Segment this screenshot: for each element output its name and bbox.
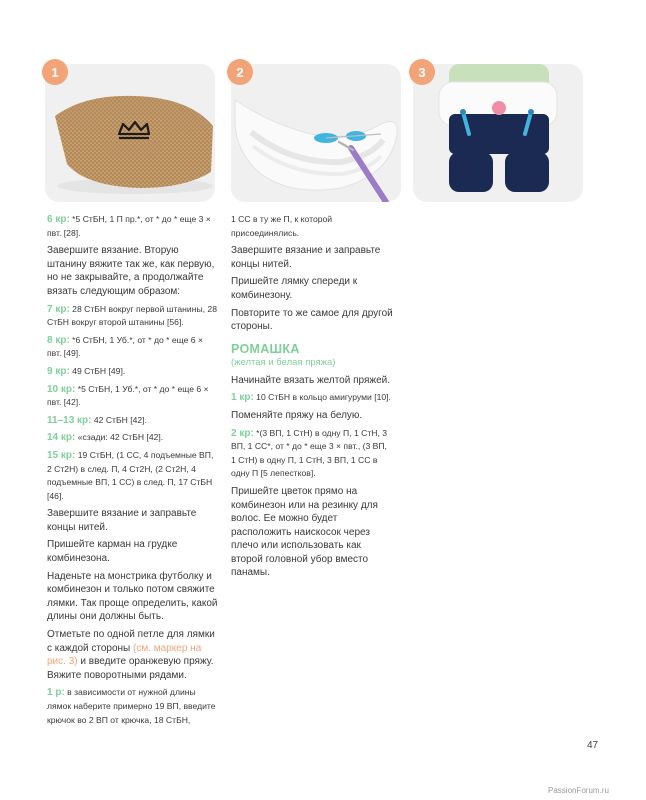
row-label: 14 кр:: [47, 432, 76, 444]
row-text: 42 СтБН [42].: [91, 414, 147, 425]
crochet-doll-overalls-icon: [413, 64, 583, 202]
paragraph: Пришейте карман на грудке комбинезона.: [47, 539, 178, 565]
step-badge-2: 2: [227, 59, 253, 85]
row-label: 2 кр:: [231, 427, 254, 439]
paragraph: Повторите то же самое для другой стороны.: [231, 307, 393, 333]
row-label: 1 кр:: [231, 392, 254, 404]
paragraph: Пришейте цветок прямо на комбинезон или на резинку для волос. Ее можно будет расположить наискосок через плечо или использовать как второй головной убор вместо панамы.: [231, 485, 378, 579]
step-badge-1: 1: [42, 59, 68, 85]
paragraph: Завершите вязание и заправьте концы нитей.: [231, 245, 381, 270]
paragraph: Поменяйте пряжу на белую.: [231, 409, 363, 421]
section-title: РОМАШКА: [231, 341, 300, 356]
text: Отметьте по одной петле для лямки с каждой стороны: [47, 629, 215, 654]
row-text: 19 СтБН, (1 СС, 4 подъемные ВП, 2 Ст2Н) в след. П, 4 Ст2Н, (2 Ст2Н, 4 подъемные ВП, 1 СС) в след. П, 17 СтБН [46].: [47, 449, 214, 501]
instruction-row-2: [231, 427, 393, 481]
right-text-column: [231, 213, 393, 584]
row-text: *5 СтБН, 1 Уб.*, от * до * еще 6 × пвт. [42].: [47, 383, 209, 408]
photo-step-1: [45, 64, 215, 202]
paragraph: Завершите вязание и заправьте концы нитей.: [47, 508, 197, 533]
row-text: 1 СС в ту же П, к которой присоединялись.: [231, 214, 333, 238]
instruction-row-1r: [47, 686, 219, 727]
row-text: 10 СтБН в кольцо амигуруми [10].: [253, 392, 391, 403]
watermark: PassionForum.ru: [548, 786, 609, 795]
page-number: 47: [587, 740, 599, 751]
paragraph: [47, 628, 219, 682]
text: и введите оранжевую пряжу. Вяжите поворотными рядами.: [47, 656, 214, 681]
row-label: 7 кр:: [47, 303, 70, 315]
instruction-row-10: [47, 383, 219, 410]
row-text: 28 СтБН вокруг первой штанины, 28 СтБН вокруг второй штанины [56].: [47, 303, 217, 328]
paragraph: [231, 213, 393, 240]
instruction-row-9: [47, 365, 219, 379]
row-label: 6 кр:: [47, 214, 70, 225]
row-label: 9 кр:: [47, 365, 70, 377]
row-text: *5 СтБН, 1 П пр.*, от * до * еще 3 × пвт. [28].: [47, 214, 211, 238]
instruction-row-15: [47, 449, 219, 503]
step-badge-3: 3: [409, 59, 435, 85]
left-text-column: [47, 213, 219, 731]
row-label: 1 р:: [47, 687, 65, 699]
row-label: 11–13 кр:: [47, 414, 92, 426]
paragraph: Пришейте лямку спереди к комбинезону.: [231, 276, 358, 301]
row-text: «сзади: 42 СтБН [42].: [75, 432, 164, 443]
paragraph: Начинайте вязать желтой пряжей.: [231, 374, 390, 386]
row-text: *6 СтБН, 1 Уб.*, от * до * еще 6 × пвт. [49].: [47, 334, 203, 359]
paragraph: Завершите вязание. Вторую штанину вяжите так же, как первую, но не закрывайте, а продолжайте вязать следующим образом:: [47, 245, 215, 297]
row-label: 15 кр:: [47, 449, 76, 461]
instruction-row-14: [47, 431, 219, 445]
instruction-row-6: [47, 213, 219, 240]
row-text: *(3 ВП, 1 СтН) в одну П, 1 СтН, 3 ВП, 1 СС*, от * до * еще 3 × пвт., (3 ВП, 1 СтН) в одну П, 1 СтН, 3 ВП, 1 СС в одну П [5 лепестков].: [231, 427, 388, 479]
instruction-row-11-13: [47, 414, 219, 428]
crochet-white-strap-with-markers-icon: [231, 64, 401, 202]
crochet-panama-hat-brim-icon: [45, 64, 215, 202]
figure-reference: (см. маркер на рис. 3): [47, 642, 202, 668]
photo-step-3: [413, 64, 583, 202]
row-text: 49 СтБН [49].: [69, 365, 126, 376]
paragraph: Наденьте на монстрика футболку и комбинезон и только потом свяжите лямки. Так проще определить, какой длины они должны быть.: [47, 570, 218, 623]
row-label: 8 кр:: [47, 334, 70, 346]
row-text: в зависимости от нужной длины лямок наберите примерно 19 ВП, введите крючок во 2 ВП от крючка, 18 СтБН,: [47, 687, 216, 725]
photo-step-2: [231, 64, 401, 202]
instruction-row-7: [47, 303, 219, 330]
instruction-row-1: [231, 391, 393, 405]
instruction-row-8: [47, 334, 219, 361]
section-subtitle: (желтая и белая пряжа): [231, 356, 336, 368]
row-label: 10 кр:: [47, 383, 76, 395]
